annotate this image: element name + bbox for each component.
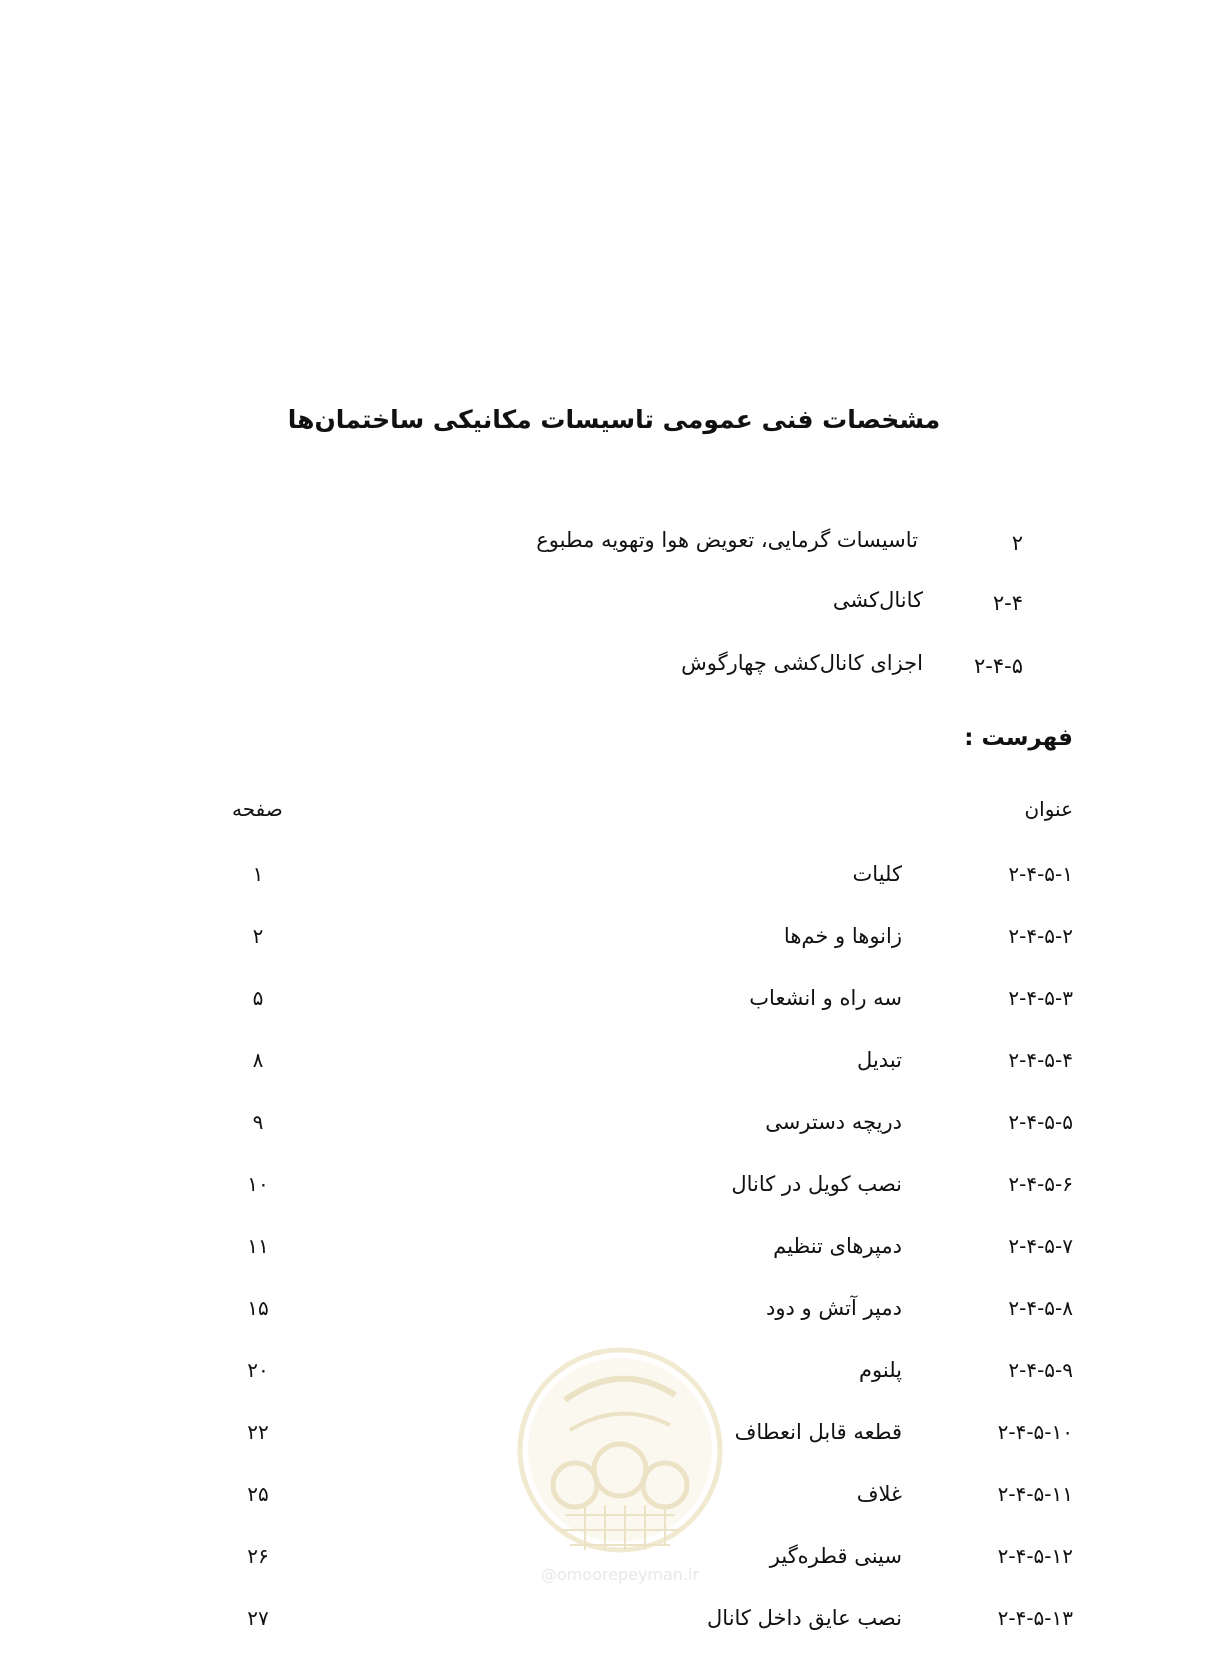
toc-page: ۹ [252,1110,264,1134]
toc-number: ۲-۴-۵-۸ [1008,1296,1073,1320]
toc-number: ۲-۴-۵-۱۲ [997,1544,1073,1568]
toc-number: ۲-۴-۵-۹ [1008,1358,1073,1382]
toc-title: نصب کویل در کانال [731,1172,902,1196]
toc-title: غلاف [856,1482,902,1506]
toc-page: ۵ [252,986,264,1010]
toc-page: ۲۵ [247,1482,269,1506]
heading-number-2: ۲-۴ [992,591,1023,615]
toc-page: ۱۵ [247,1296,269,1320]
heading-number-1: ۲ [1011,531,1023,555]
toc-number: ۲-۴-۵-۱۱ [997,1482,1073,1506]
toc-title: زانوها و خم‌ها [783,924,902,948]
toc-title: نصب عایق داخل کانال [707,1606,902,1630]
toc-number: ۲-۴-۵-۲ [1008,924,1073,948]
toc-page: ۱ [252,862,264,886]
toc-title: کلیات [852,862,902,886]
toc-title: دمپر آتش و دود [766,1296,902,1320]
toc-number: ۲-۴-۵-۱۰ [997,1420,1073,1444]
heading-number-3: ۲-۴-۵ [974,654,1023,678]
toc-page: ۱۱ [247,1234,269,1258]
toc-row [0,986,1228,1048]
toc-title: سه راه و انشعاب [749,986,902,1010]
toc-number: ۲-۴-۵-۵ [1008,1110,1073,1134]
toc-number: ۲-۴-۵-۳ [1008,986,1073,1010]
toc-row [0,1606,1228,1668]
toc-title: دمپرهای تنظیم [773,1234,902,1258]
toc-title: پلنوم [859,1358,902,1382]
toc-row [0,1234,1228,1296]
toc-page: ۱۰ [247,1172,269,1196]
document-title: مشخصات فنی عمومی تاسیسات مکانیکی ساختمان‌ها [287,405,941,434]
heading-text-3: اجزای کانال‌کشی چهارگوش [681,651,923,675]
toc-number: ۲-۴-۵-۴ [1008,1048,1073,1072]
toc-title: تبدیل [857,1048,902,1072]
heading-text-2: کانال‌کشی [832,588,923,612]
toc-page: ۲۰ [247,1358,269,1382]
toc-label: فهرست : [964,725,1073,751]
toc-title: قطعه قابل انعطاف [734,1420,902,1444]
heading-text-1: تاسیسات گرمایی، تعویض هوا وتهویه مطبوع [536,528,918,552]
toc-row [0,862,1228,924]
watermark-url: @omoorepeyman.ir [540,1565,700,1584]
toc-page: ۲ [252,924,264,948]
watermark-logo [510,1340,730,1590]
toc-number: ۲-۴-۵-۶ [1008,1172,1073,1196]
toc-title: دریچه دسترسی [765,1110,902,1134]
toc-number: ۲-۴-۵-۱۳ [997,1606,1073,1630]
toc-page: ۲۷ [247,1606,269,1630]
toc-page: ۲۶ [247,1544,269,1568]
column-header-title: عنوان [1024,797,1073,821]
toc-row [0,1172,1228,1234]
column-header-page: صفحه [232,797,283,821]
toc-number: ۲-۴-۵-۱ [1008,862,1073,886]
toc-page: ۲۲ [247,1420,269,1444]
toc-row [0,924,1228,986]
toc-page: ۸ [252,1048,264,1072]
toc-row [0,1110,1228,1172]
toc-row [0,1048,1228,1110]
toc-number: ۲-۴-۵-۷ [1008,1234,1073,1258]
toc-title: سینی قطره‌گیر [769,1544,902,1568]
